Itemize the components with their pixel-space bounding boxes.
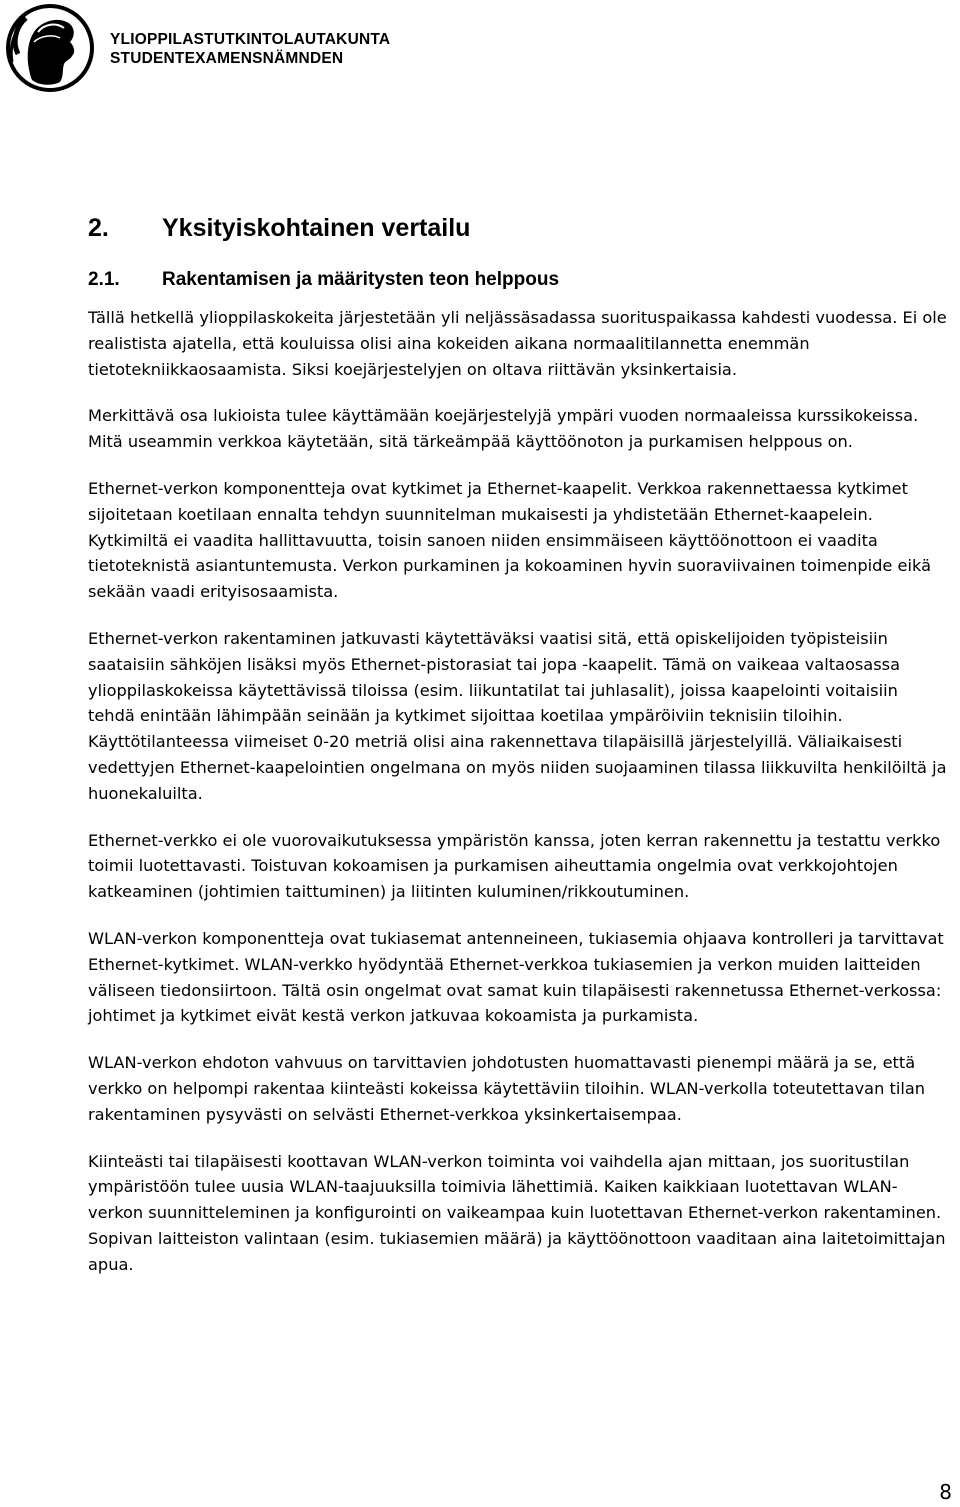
paragraph: Merkittävä osa lukioista tulee käyttämään koejärjestelyjä ympäri vuoden normaaleissa kurssikokeissa. Mitä useammin verkkoa käytetään, sitä tärkeämpää käyttöönoton ja purkamisen helppous on. bbox=[88, 406, 919, 452]
section-heading bbox=[88, 205, 948, 251]
paragraph: Ethernet-verkon komponentteja ovat kytkimet ja Ethernet-kaapelit. Verkkoa rakennettaessa kytkimet sijoitetaan koetilaan ennalta tehdyn suunnitelman mukaisesti ja yhdistetään Ethernet-kaapelein. Kytkimiltä ei vaadita hallittavuutta, toisin sanoen niiden ensimmäiseen käyttöönottoon ei vaadita tietoteknistä asiantuntemusta. Verkon purkaminen ja kokoaminen hyvin suoraviivainen toimenpide eikä sekään vaadi erityisosaamista. bbox=[88, 478, 931, 602]
paragraph: Tällä hetkellä ylioppilaskokeita järjestetään yli neljässäsadassa suorituspaikassa kahdesti vuodessa. Ei ole realistista ajatella, että kouluissa olisi aina kokeiden aikana normaalitilannetta enemmän tietotekniikkaosaamista. Siksi koejärjestelyjen on oltava riittävän yksinkertaisia. bbox=[88, 308, 947, 379]
organization-name-swedish: STUDENTEXAMENSNÄMNDEN bbox=[110, 50, 344, 67]
organization-name-finnish: YLIOPPILASTUTKINTOLAUTAKUNTA bbox=[110, 31, 391, 48]
paragraph: WLAN-verkon ehdoton vahvuus on tarvittavien johdotusten huomattavasti pienempi määrä ja se, että verkko on helpompi rakentaa kiinteästi kokeissa käytettäviin tiloihin. WLAN-verkolla toteutettavan tilan rakentaminen pysyvästi on selvästi Ethernet-verkkoa yksinkertaisempaa. bbox=[88, 1053, 926, 1124]
subsection-title: Rakentamisen ja määritysten teon helppous bbox=[162, 269, 560, 290]
paragraph: WLAN-verkon komponentteja ovat tukiasemat antenneineen, tukiasemia ohjaava kontrolleri ja tarvittavat Ethernet-kytkimet. WLAN-verkko hyödyntää Ethernet-verkkoa tukiasemien ja verkon muiden laitteiden väliseen tiedonsiirtoon. Tältä osin ongelmat ovat samat kuin tilapäisesti rakennetussa Ethernet-verkossa: johtimet ja kytkimet eivät kestä verkon jatkuvaa kokoamista ja purkamista. bbox=[88, 928, 944, 1026]
paragraph: Ethernet-verkon rakentaminen jatkuvasti käytettäväksi vaatisi sitä, että opiskelijoiden työpisteisiin saataisiin sähköjen lisäksi myös Ethernet-pistorasiat tai jopa -kaapelit. Tämä on vaikeaa valtaosassa ylioppilaskokeissa käytettävissä tiloissa (esim. liikuntatilat tai juhlasalit), joissa kaapelointi voitaisiin tehdä enintään lähimpään seinään ja kytkimet sijoittaa koetilaa ympäröiviin teknisiin tiloihin. Käyttötilanteessa viimeiset 0-20 metriä olisi aina rakennettava tilapäisillä järjestelyillä. Väliaikaisesti vedettyjen Ethernet-kaapelointien ongelmana on myös niiden suojaaminen tilassa liikkuvilta henkilöiltä ja huonekaluilta. bbox=[88, 628, 947, 803]
subsection-heading bbox=[88, 265, 948, 295]
subsection-number: 2.1. bbox=[88, 269, 120, 290]
document-body bbox=[88, 205, 948, 1299]
section-number: 2. bbox=[88, 214, 109, 242]
section-title: Yksityiskohtainen vertailu bbox=[162, 214, 471, 242]
helmeted-head-profile-logo-icon bbox=[4, 2, 96, 94]
page-number: 8 bbox=[939, 1480, 952, 1504]
paragraph: Kiinteästi tai tilapäisesti koottavan WLAN-verkon toiminta voi vaihdella ajan mittaan, jos suoritustilan ympäristöön tulee uusia WLAN-taajuuksilla toimivia lähettimiä. Kaiken kaikkiaan luotettavan WLAN-verkon suunnitteleminen ja konfigurointi on vaikeampaa kuin luotettavan Ethernet-verkon rakentaminen. Sopivan laitteiston valintaan (esim. tukiasemien määrä) ja käyttöönottoon vaaditaan aina laitetoimittajan apua. bbox=[88, 1151, 946, 1274]
paragraph: Ethernet-verkko ei ole vuorovaikutuksessa ympäristön kanssa, joten kerran rakennettu ja testattu verkko toimii luotettavasti. Toistuvan kokoamisen ja purkamisen aiheuttamia ongelmia ovat verkkojohtojen katkeaminen (johtimien taittuminen) ja liitinten kuluminen/rikkoutuminen. bbox=[88, 830, 941, 902]
organization-name bbox=[110, 30, 390, 68]
